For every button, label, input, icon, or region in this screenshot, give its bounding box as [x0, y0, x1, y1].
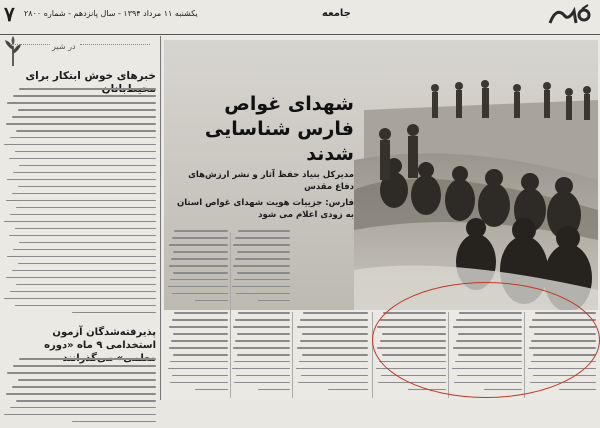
text-line — [7, 372, 156, 374]
text-line — [234, 361, 290, 363]
text-line — [233, 326, 290, 328]
text-line — [238, 312, 290, 314]
text-line — [10, 137, 156, 139]
text-line — [19, 358, 156, 360]
dateline: یکشنبه ۱۱ مرداد ۱۳۹۴ - سال پانزدهم - شماره ۲۸۰۰ — [24, 9, 198, 18]
text-line — [9, 235, 156, 237]
text-line — [12, 193, 156, 195]
text-line — [173, 333, 228, 335]
text-line — [170, 361, 228, 363]
text-line — [7, 179, 156, 181]
text-line — [169, 347, 228, 349]
text-line — [18, 186, 156, 188]
article-title: خبرهای خوش ابتکار برای — [25, 70, 156, 82]
text-line — [173, 272, 228, 274]
text-line — [235, 340, 290, 342]
text-line — [169, 244, 228, 246]
text-line — [237, 272, 290, 274]
text-line — [195, 300, 228, 302]
text-line — [297, 326, 368, 328]
text-line — [7, 256, 156, 258]
text-line — [174, 312, 228, 314]
text-line — [13, 95, 156, 97]
text-line — [4, 144, 156, 146]
text-line — [4, 414, 156, 416]
text-line — [9, 158, 156, 160]
text-line — [172, 237, 228, 239]
text-line — [10, 214, 156, 216]
text-line — [19, 242, 156, 244]
text-line — [13, 249, 156, 251]
text-line — [16, 130, 156, 132]
text-line — [4, 221, 156, 223]
subheadline: مدیرکل بنیاد حفظ آثار و نشر ارزش‌های دفاع مقدس — [188, 170, 354, 192]
text-line — [13, 365, 156, 367]
text-line — [173, 251, 228, 253]
text-line — [172, 293, 228, 295]
column-tag: در شیر — [52, 42, 76, 51]
divider — [10, 44, 50, 45]
text-line — [195, 389, 228, 391]
text-line — [301, 375, 368, 377]
text-line — [235, 319, 290, 321]
text-line — [258, 389, 290, 391]
text-line — [170, 382, 228, 384]
text-line — [174, 230, 228, 232]
text-line — [15, 305, 156, 307]
text-line — [171, 258, 228, 260]
text-line — [300, 340, 368, 342]
text-line — [173, 354, 228, 356]
text-line — [237, 251, 290, 253]
text-line — [12, 386, 156, 388]
text-line — [233, 244, 290, 246]
text-line — [559, 389, 596, 391]
text-line — [15, 228, 156, 230]
text-line — [235, 258, 290, 260]
text-line — [233, 347, 290, 349]
text-line — [18, 379, 156, 381]
text-line — [168, 368, 228, 370]
text-line — [172, 319, 228, 321]
divider — [292, 312, 293, 398]
text-line — [170, 279, 228, 281]
text-line — [302, 333, 368, 335]
text-line — [4, 298, 156, 300]
text-line — [72, 421, 156, 423]
text-line — [171, 340, 228, 342]
text-line — [234, 279, 290, 281]
text-line — [238, 230, 290, 232]
text-line — [296, 368, 368, 370]
text-line — [16, 207, 156, 209]
text-line — [18, 263, 156, 265]
text-line — [172, 375, 228, 377]
text-line — [12, 270, 156, 272]
divider — [230, 232, 231, 398]
page-title: شهدای غواص فارس شناسایی شدند — [204, 93, 354, 165]
kicker: فارس: جزییات هویت شهدای غواص استان به زودی اعلام می شود — [176, 198, 354, 220]
text-line — [169, 265, 228, 267]
text-line — [6, 393, 156, 395]
text-column — [296, 312, 368, 396]
text-line — [19, 88, 156, 90]
main-headline-block — [168, 92, 354, 221]
page-header — [0, 0, 600, 35]
text-line — [6, 277, 156, 279]
text-line — [7, 102, 156, 104]
article-body — [4, 358, 156, 428]
text-line — [168, 286, 228, 288]
text-line — [299, 361, 368, 363]
text-line — [233, 265, 290, 267]
text-line — [10, 291, 156, 293]
text-line — [18, 109, 156, 111]
text-line — [258, 300, 290, 302]
text-line — [232, 368, 290, 370]
text-line — [10, 407, 156, 409]
left-column — [0, 36, 161, 400]
text-line — [235, 237, 290, 239]
highlight-circle — [372, 282, 600, 398]
divider — [372, 312, 373, 398]
text-line — [15, 151, 156, 153]
page-number: ۷ — [4, 2, 15, 26]
text-line — [237, 354, 290, 356]
text-line — [12, 116, 156, 118]
text-line — [328, 389, 368, 391]
text-line — [300, 319, 368, 321]
text-column — [168, 230, 228, 307]
text-line — [236, 375, 290, 377]
article-body — [4, 88, 156, 318]
text-line — [16, 284, 156, 286]
text-line — [13, 172, 156, 174]
text-line — [6, 123, 156, 125]
article-title: پذیرفته‌شدگان آزمون استخدامی ۹ ماه «دوره — [44, 327, 156, 351]
section-title: جامعه — [322, 8, 351, 19]
text-line — [72, 312, 156, 314]
text-line — [169, 326, 228, 328]
text-line — [234, 382, 290, 384]
text-column — [232, 312, 290, 396]
text-line — [302, 354, 368, 356]
plant-icon — [2, 36, 24, 66]
text-line — [19, 165, 156, 167]
text-line — [236, 293, 290, 295]
newspaper-logo — [546, 3, 594, 29]
text-line — [237, 333, 290, 335]
text-line — [6, 200, 156, 202]
text-line — [297, 347, 368, 349]
text-line — [298, 382, 368, 384]
text-column — [232, 230, 290, 307]
text-column — [168, 312, 228, 396]
text-line — [16, 400, 156, 402]
text-line — [232, 286, 290, 288]
text-line — [303, 312, 368, 314]
divider — [80, 44, 150, 45]
